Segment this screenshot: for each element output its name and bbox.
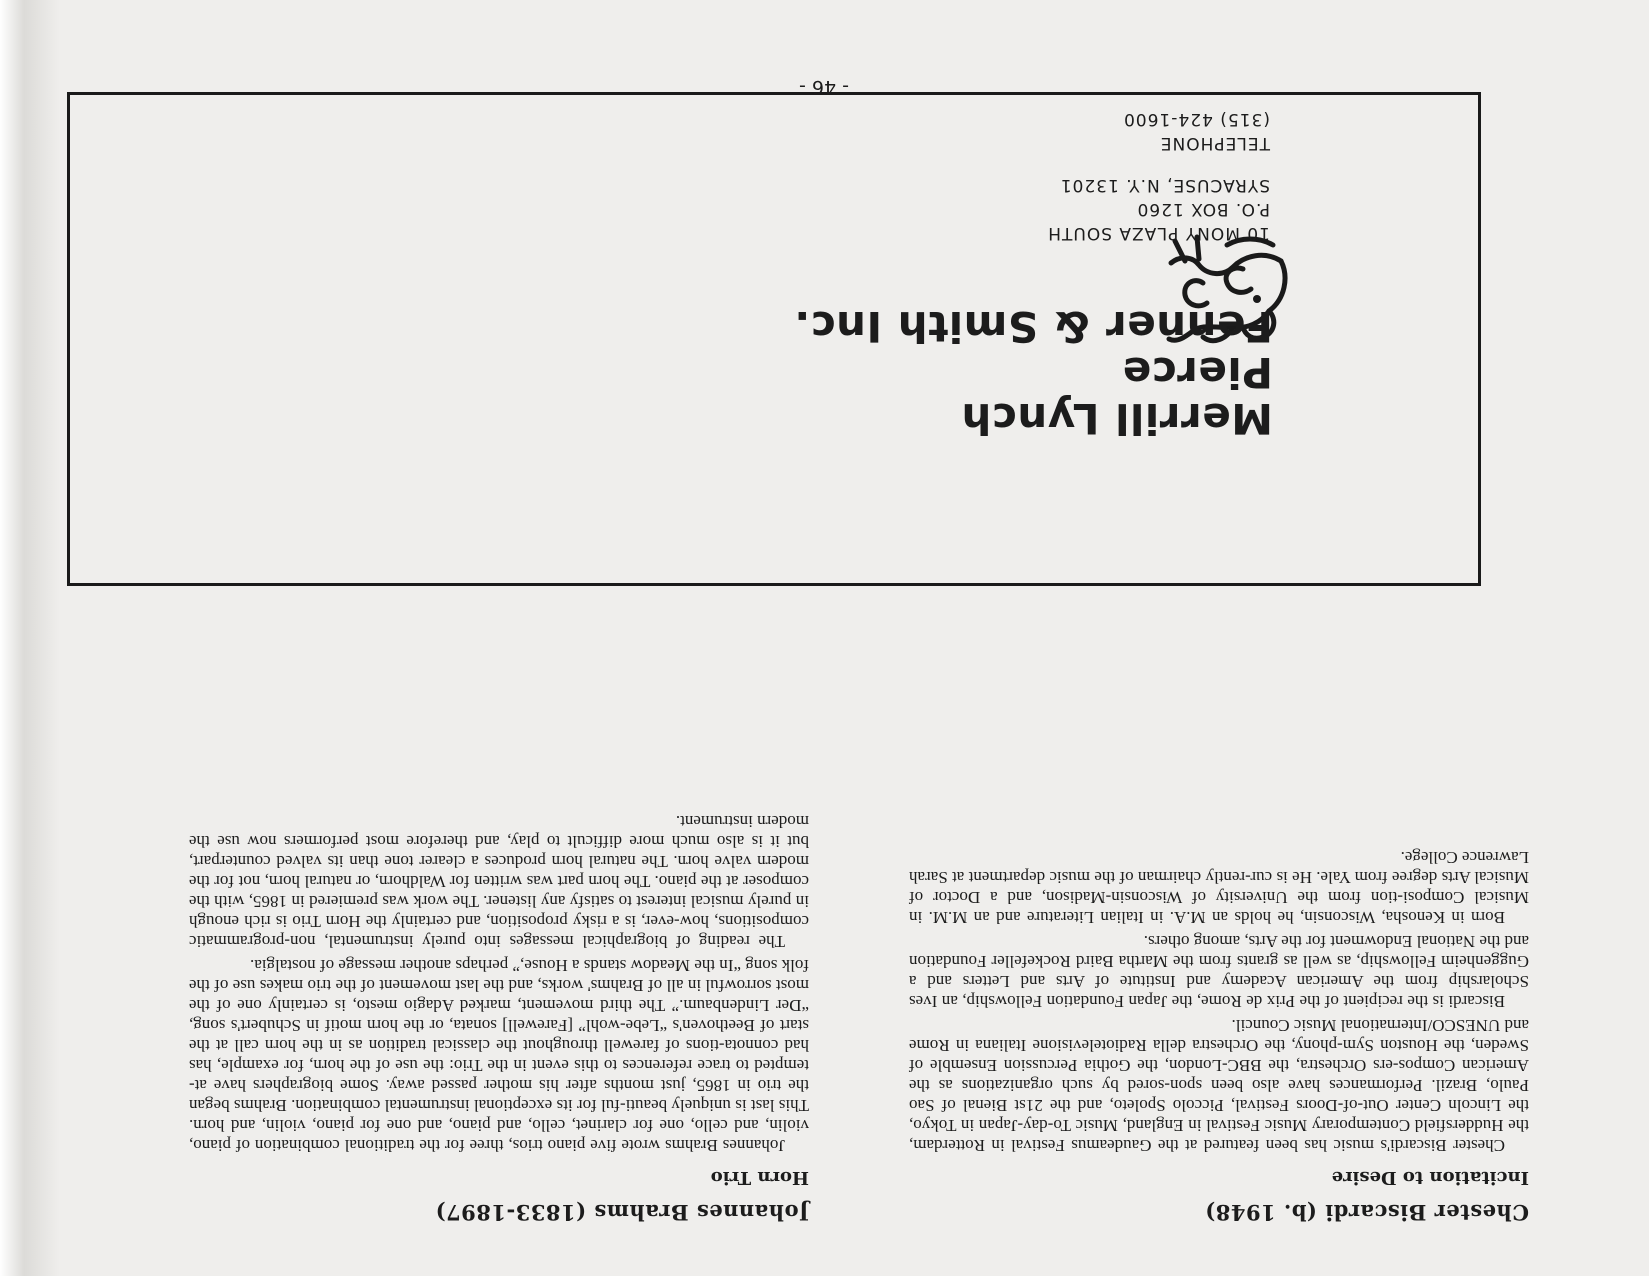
address-line-2: P.O. BOX 1260 <box>1136 199 1270 219</box>
firm-name <box>713 303 1273 441</box>
note-paragraph: Biscardi is the recipient of the Prix de Rome, the Japan Foundation Fellowship, an Ives Scholarship from the American Academy and Institute of Arts and Letters and a Guggenheim Fellowship, as well as grants from the Martha Baird Rockefeller Foundation and the National Endowment for the Arts, among others. <box>909 932 1529 1011</box>
work-title: Horn Trio <box>710 1167 809 1188</box>
address-line-1: 10 MONY PLAZA SOUTH <box>1047 223 1270 243</box>
phone-number: (315) 424-1600 <box>1123 109 1270 129</box>
firm-name-line-1: Merrill Lynch <box>960 394 1273 443</box>
note-paragraph: Johannes Brahms wrote five piano trios, three for the traditional combination of piano, violin, and cello, one for clarinet, cello, and piano, and one for piano, violin, and horn. This last is uniquely beauti-ful for its exceptional instrumental combination. Brahms began the trio in 1865, just months after his mother passed away. Some biographers have at-tempted to trace references to this event in the Trio: the use of the horn, for example, has had connota-tions of farewell throughout the classical tradition as in the horn call at the start of Beethoven's “Lebe-wohl” [Farewell] sonata, or the horn motif in Schubert's song, “Der Lindenbaum.” The third movement, marked Adagio mesto, is certainly one of the most sorrowful in all of Brahms' works, and the last movement of the trio makes use of the folk song “In the Meadow stands a House,” perhaps another message of nostalgia. <box>189 956 809 1155</box>
composer-heading: Chester Biscardi (b. 1948) <box>1204 1200 1529 1225</box>
program-note-right <box>189 807 809 1226</box>
note-paragraph: The reading of biographical messages into purely instrumental, non-programmatic compositions, how-ever, is a risky proposition, and certainly the Horn Trio is rich enough in purely musical interest to satisfy any listener. The work was premiered in 1865, with the composer at the piano. The horn part was written for Waldhorn, or natural horn, not for the modern valve horn. The natural horn produces a clearer tone than its valved counterpart, but it is also much more difficult to play, and therefore most performers now use the modern instrument. <box>189 812 809 951</box>
advertisement-box <box>67 92 1481 586</box>
program-note-left <box>909 843 1529 1226</box>
firm-address <box>770 107 1270 245</box>
composer-heading: Johannes Brahms (1833-1897) <box>435 1200 809 1225</box>
note-paragraph: Chester Biscardi's music has been featured at the Gaudeamus Festival in Rotterdam, the Huddersfield Contemporary Music Festival in England, Music To-day-Japan in Tokyo, the Lincoln Center Out-of-Doors Festival, Piccolo Spoleto, and the 21st Bienal of Sao Paulo, Brazil. Performances have also been spon-sored by such organizations as the American Compos-ers Orchestra, the BBC-London, the Gothia Percussion Ensemble of Sweden, the Houston Sym-phony, the Orchestra della Radiotelevisione Italiana in Rome and UNESCO/International Music Council. <box>909 1016 1529 1155</box>
firm-name-line-2: Pierce <box>1122 348 1273 397</box>
note-paragraph: Born in Kenosha, Wisconsin, he holds an M.A. in Italian Literature and an M.M. in Musical Composi-tion from the University of Wisconsin-Madison, and a Doctor of Musical Arts degree from Yale. He is cur-rently chairman of the music department at Sarah Lawrence College. <box>909 848 1529 927</box>
page-number: - 46 - <box>799 76 849 98</box>
firm-name-line-3: Fenner & Smith Inc. <box>793 302 1273 351</box>
address-line-3: SYRACUSE, N.Y. 13201 <box>1059 175 1270 195</box>
phone-label: TELEPHONE <box>1159 133 1270 153</box>
binding-shadow <box>0 0 60 1276</box>
work-title: Incitation to Desire <box>1331 1167 1529 1188</box>
